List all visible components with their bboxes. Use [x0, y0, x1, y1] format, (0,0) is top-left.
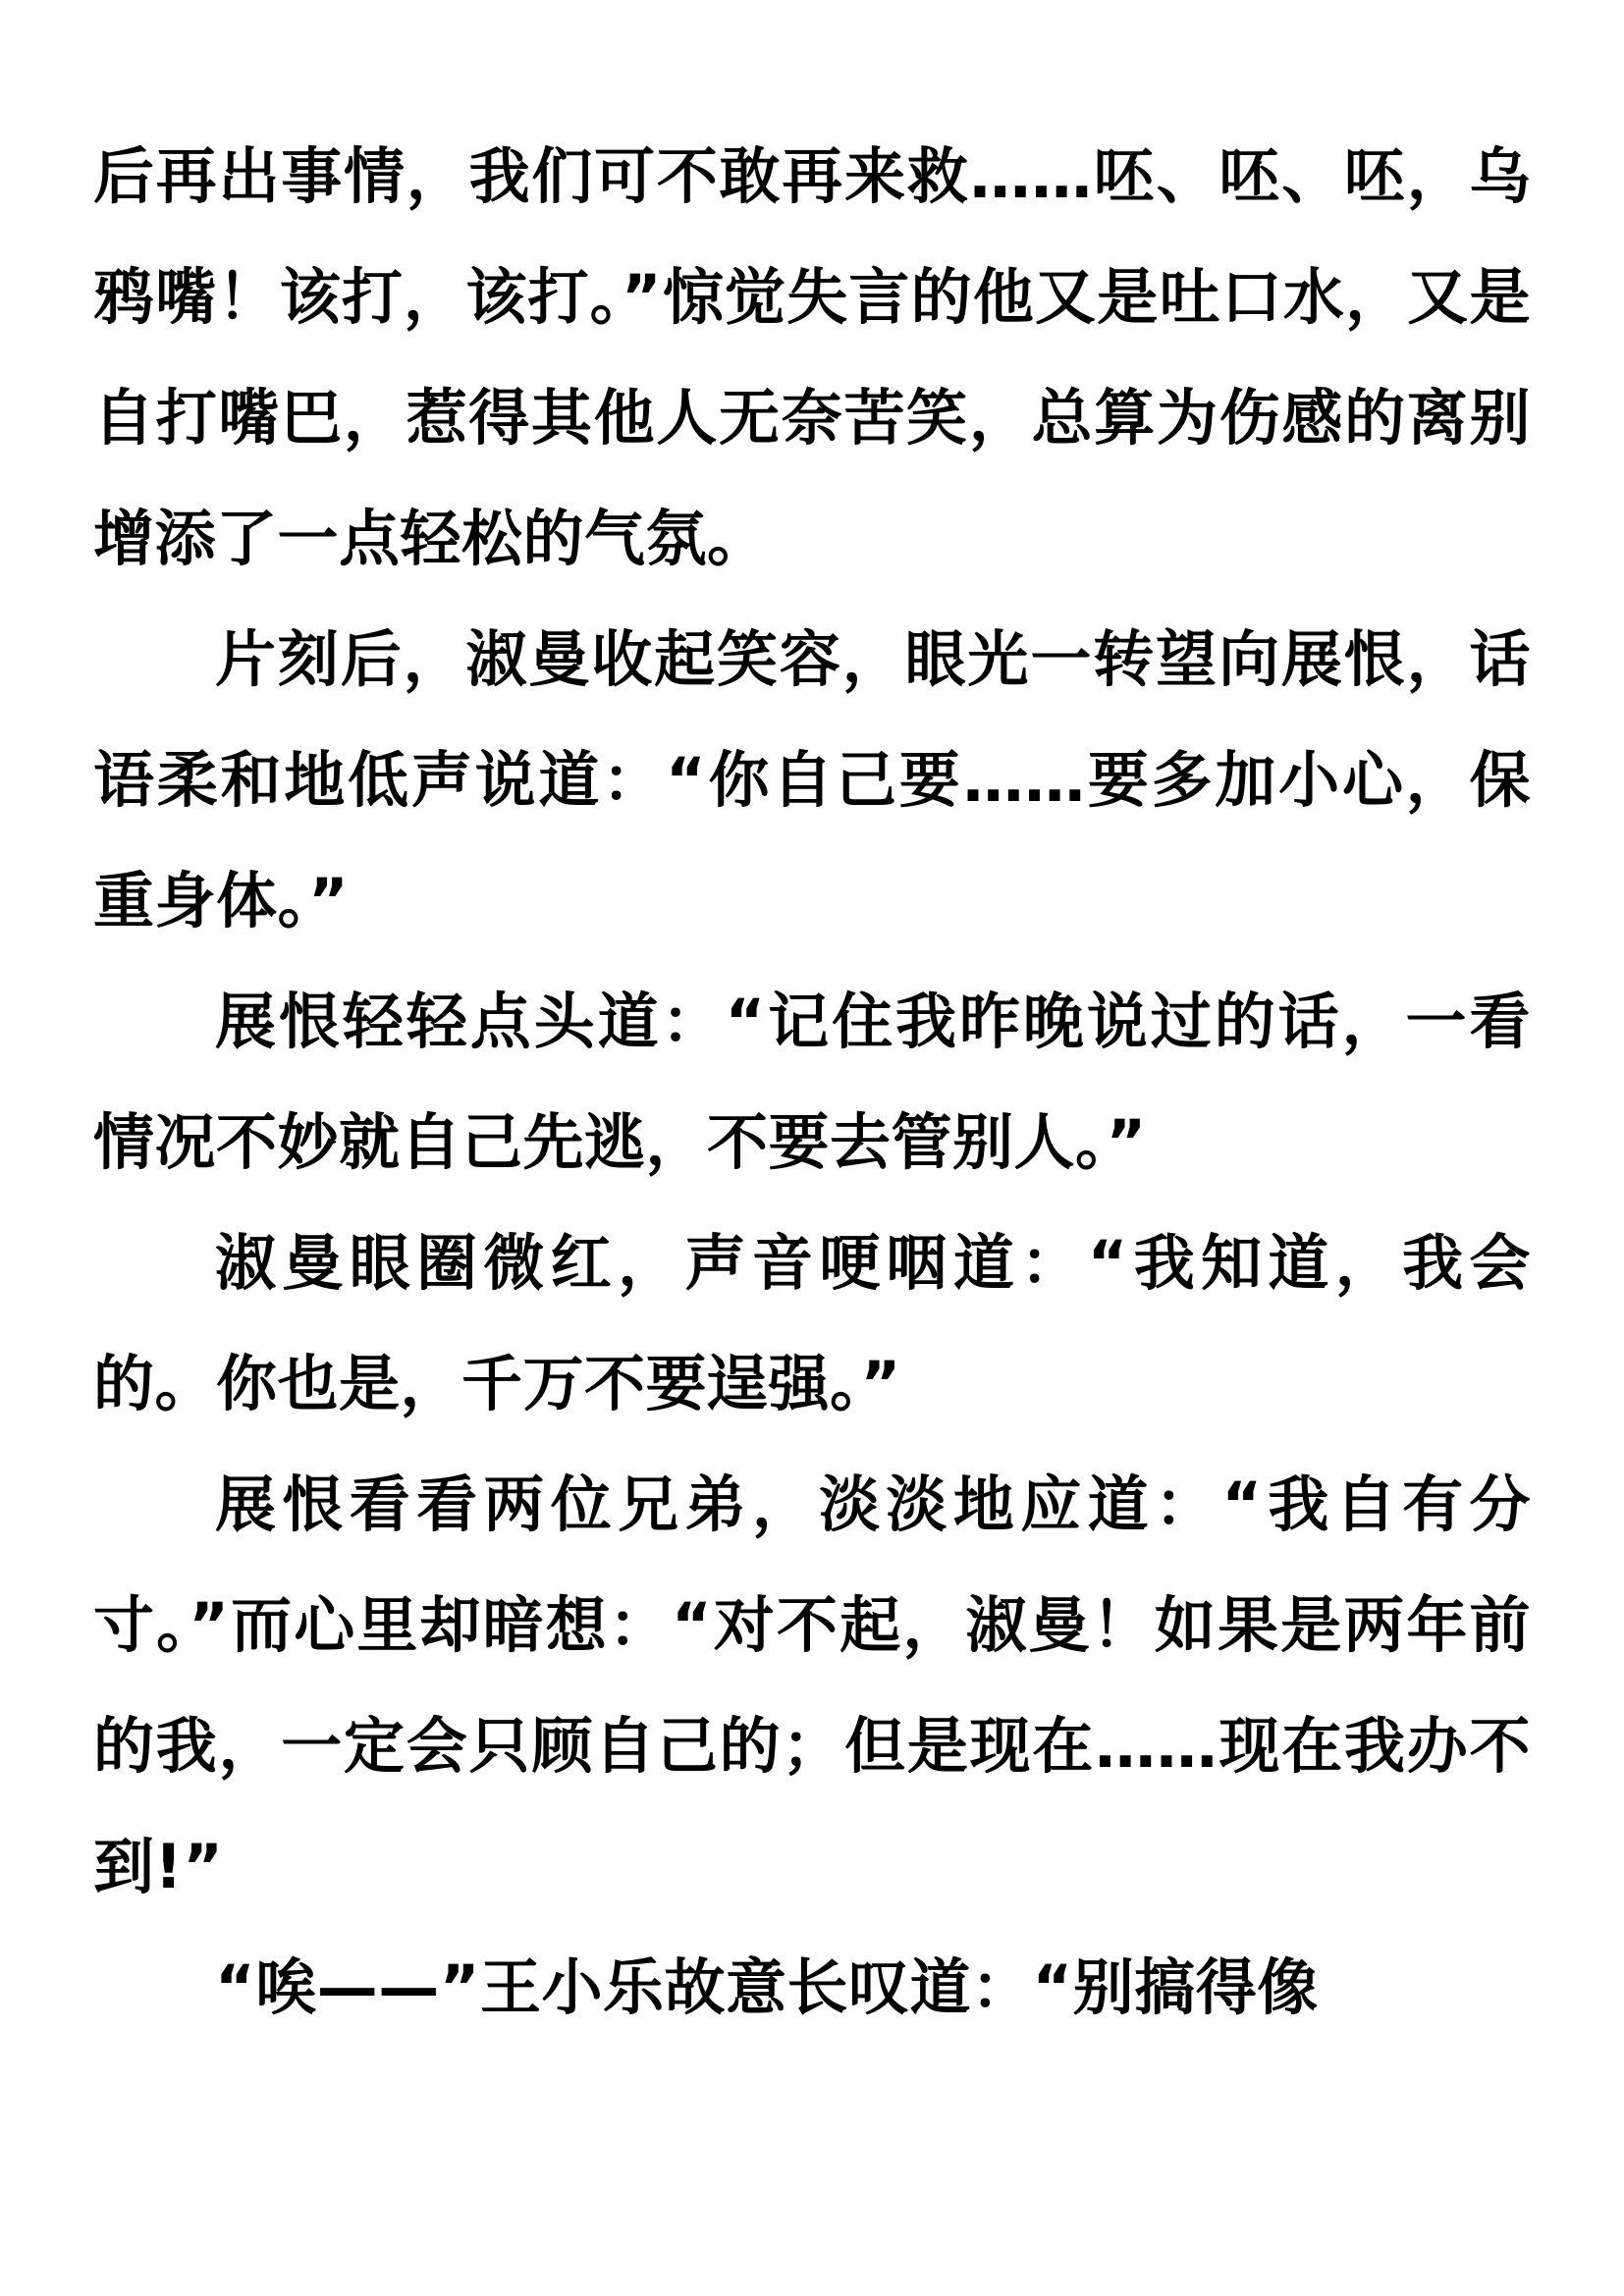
paragraph-1: 后再出事情，我们可不敢再来救……呸、呸、呸，乌鸦嘴！该打，该打。”惊觉失言的他又是吐口水，又是自打嘴巴，惹得其他人无奈苦笑，总算为伤感的离别增添了一点轻松的气氛。 [93, 140, 1531, 574]
page-text-body [93, 116, 1531, 2048]
paragraph-4: 淑曼眼圈微红，声音哽咽道：“我知道，我会的。你也是，千万不要逞强。” [93, 1227, 1531, 1419]
paragraph-6: “唉——”王小乐故意长叹道：“别搞得像 [215, 1951, 1319, 2023]
paragraph-2: 片刻后，淑曼收起笑容，眼光一转望向展恨，话语柔和地低声说道：“你自己要……要多加小心，保重身体。” [93, 623, 1531, 936]
paragraph-3: 展恨轻轻点头道：“记住我昨晚说过的话，一看情况不妙就自己先逃，不要去管别人。” [93, 986, 1531, 1178]
paragraph-5: 展恨看看两位兄弟，淡淡地应道：“我自有分寸。”而心里却暗想：“对不起，淑曼！如果是两年前的我，一定会只顾自己的；但是现在……现在我办不到!” [93, 1468, 1531, 1902]
